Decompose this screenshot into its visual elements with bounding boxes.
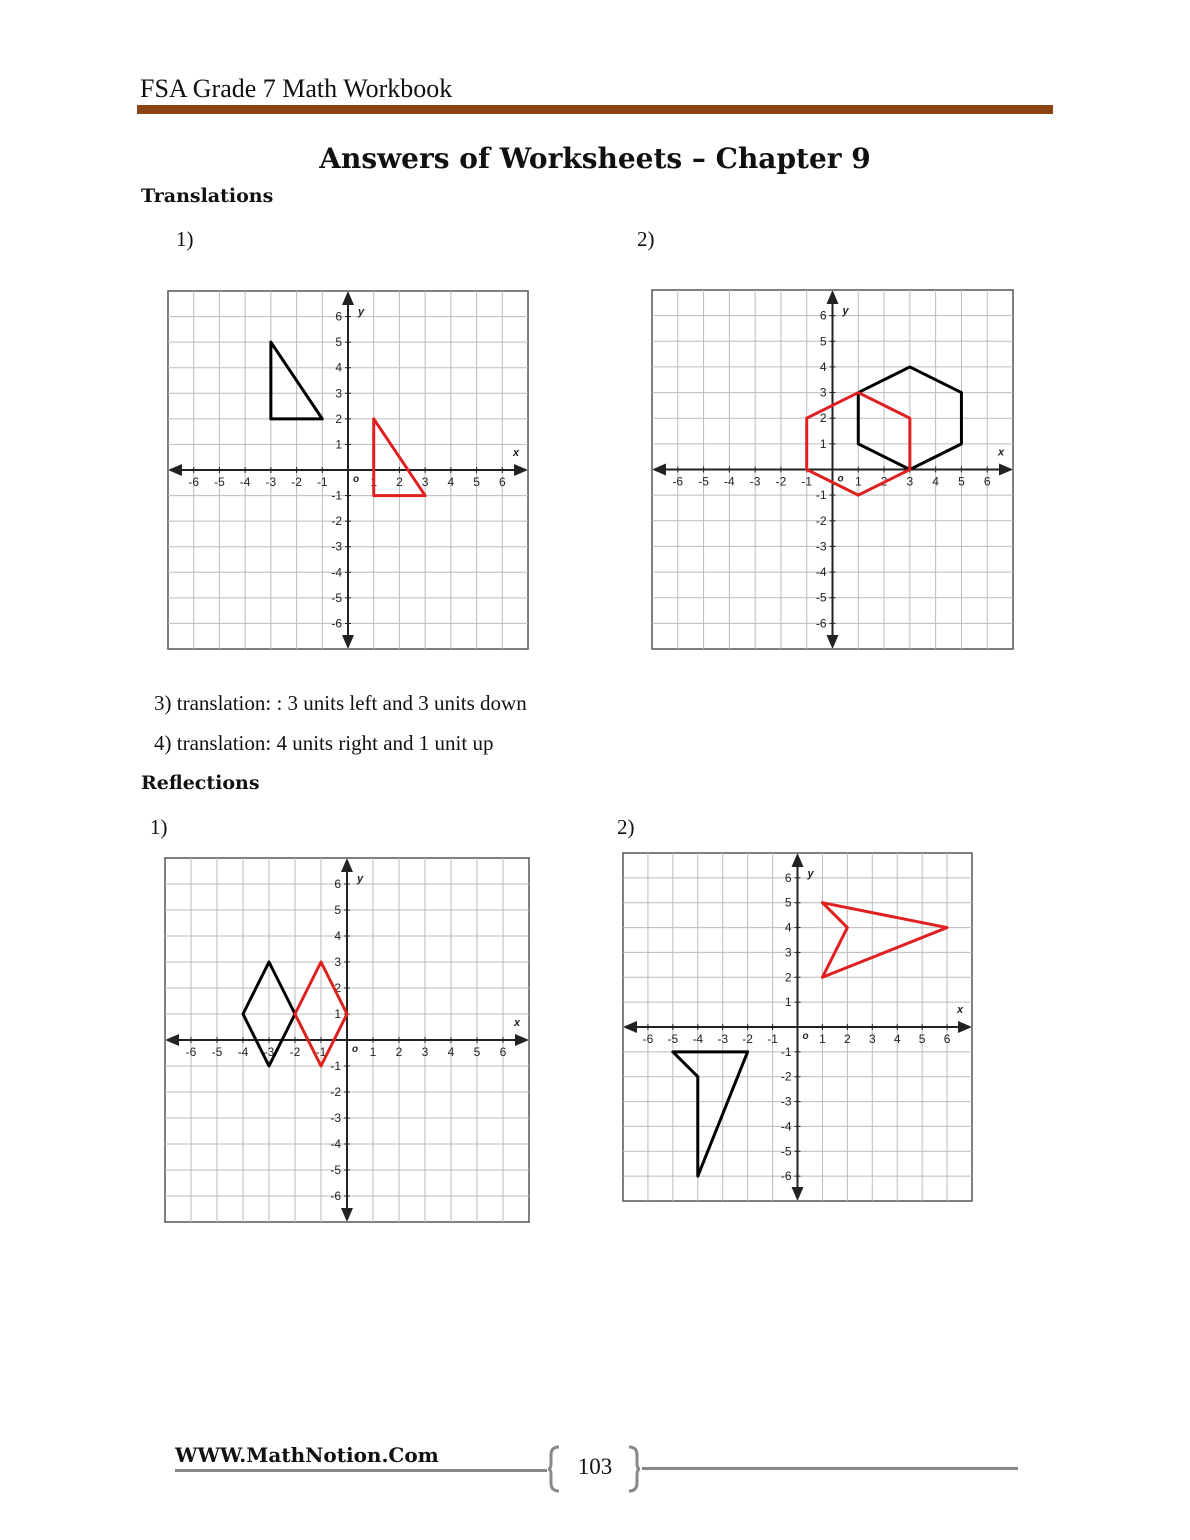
- y-tick-label: 5: [335, 335, 342, 350]
- y-tick-label: -6: [815, 616, 827, 631]
- x-tick-label: 5: [473, 1045, 481, 1059]
- y-axis-label: y: [807, 868, 814, 880]
- x-tick-label: -3: [265, 475, 277, 489]
- x-tick-label: -6: [642, 1032, 654, 1046]
- x-tick-label: 5: [958, 474, 965, 489]
- x-tick-label: 4: [893, 1032, 901, 1046]
- y-tick-label: -5: [780, 1144, 792, 1159]
- y-tick-label: 1: [784, 995, 792, 1010]
- x-tick-label: 4: [447, 1045, 455, 1059]
- y-tick-label: -2: [780, 1069, 792, 1084]
- reflection-1-graph: [165, 858, 529, 1222]
- y-tick-label: -3: [815, 539, 827, 554]
- reflection-q1-label: 1): [150, 815, 168, 839]
- page-number-left-brace: [547, 1445, 561, 1493]
- x-tick-label: 3: [906, 474, 914, 489]
- x-tick-label: -6: [185, 1045, 197, 1059]
- x-tick-label: -5: [698, 474, 709, 489]
- y-tick-label: -6: [330, 1189, 341, 1203]
- y-tick-label: -4: [331, 565, 342, 580]
- y-tick-label: 4: [819, 359, 827, 374]
- y-tick-label: -2: [815, 513, 827, 528]
- x-tick-label: -2: [775, 474, 787, 489]
- x-tick-label: 3: [421, 1045, 429, 1059]
- y-tick-label: -2: [330, 1085, 341, 1099]
- y-tick-label: 4: [334, 929, 341, 943]
- x-tick-label: 6: [943, 1032, 951, 1046]
- x-tick-label: -3: [717, 1032, 729, 1046]
- y-tick-label: 5: [334, 903, 341, 917]
- y-tick-label: -4: [330, 1137, 341, 1151]
- footer-underline: [175, 1469, 547, 1472]
- page-number-right-brace: [627, 1445, 641, 1493]
- y-tick-label: 1: [335, 437, 342, 452]
- y-tick-label: 6: [335, 309, 342, 324]
- x-tick-label: 6: [983, 474, 991, 489]
- y-tick-label: -4: [815, 565, 827, 580]
- translation-answer-3: 3) translation: : 3 units left and 3 units down: [154, 691, 527, 715]
- y-tick-label: -5: [331, 590, 342, 605]
- x-tick-label: -6: [672, 474, 684, 489]
- x-tick-label: 4: [447, 475, 455, 489]
- y-tick-label: -5: [330, 1163, 341, 1177]
- origin-label: o: [802, 1031, 809, 1042]
- reflection-2-graph: [623, 853, 972, 1201]
- x-tick-label: -2: [742, 1032, 753, 1046]
- x-tick-label: 4: [932, 474, 939, 489]
- y-tick-label: 3: [819, 385, 827, 400]
- translation-q1-label: 1): [176, 227, 194, 251]
- y-tick-label: -3: [330, 1111, 341, 1125]
- y-axis-label: y: [357, 873, 364, 885]
- x-tick-label: 2: [396, 475, 403, 489]
- x-tick-label: 5: [473, 475, 480, 489]
- x-tick-label: 6: [499, 1045, 507, 1059]
- x-tick-label: -6: [188, 475, 200, 489]
- y-tick-label: -1: [331, 488, 342, 503]
- x-tick-label: -2: [291, 475, 302, 489]
- x-tick-label: -5: [667, 1032, 679, 1046]
- y-tick-label: 2: [334, 981, 341, 995]
- y-tick-label: 2: [819, 411, 827, 426]
- y-tick-label: 3: [335, 386, 342, 401]
- y-tick-label: 6: [784, 870, 792, 885]
- translation-2-graph: [652, 290, 1013, 649]
- x-tick-label: 2: [880, 474, 888, 489]
- y-tick-label: 3: [784, 945, 792, 960]
- y-tick-label: -2: [331, 514, 342, 529]
- y-axis-label: y: [842, 305, 849, 317]
- translation-answer-4: 4) translation: 4 units right and 1 unit up: [154, 731, 494, 755]
- y-tick-label: -1: [815, 488, 827, 503]
- origin-label: o: [352, 1044, 359, 1055]
- y-tick-label: 4: [335, 360, 342, 375]
- book-title: FSA Grade 7 Math Workbook: [140, 74, 453, 103]
- y-tick-label: -6: [780, 1169, 792, 1184]
- x-tick-label: 2: [844, 1032, 851, 1046]
- y-tick-label: 3: [334, 955, 341, 969]
- y-tick-label: 1: [334, 1007, 341, 1021]
- x-tick-label: 1: [369, 1045, 377, 1059]
- x-tick-label: -4: [724, 474, 735, 489]
- x-tick-label: -4: [237, 1045, 249, 1059]
- footer-rule: [642, 1467, 1018, 1470]
- y-axis-label: y: [358, 306, 365, 318]
- translation-q2-label: 2): [637, 227, 655, 251]
- x-tick-label: 2: [395, 1045, 403, 1059]
- x-tick-label: -5: [211, 1045, 223, 1059]
- y-tick-label: 2: [784, 970, 792, 985]
- reflection-q2-label: 2): [617, 815, 635, 839]
- x-tick-label: -1: [316, 475, 328, 489]
- y-tick-label: -5: [815, 590, 827, 605]
- translations-title: Translations: [141, 185, 274, 207]
- y-tick-label: 1: [819, 436, 827, 451]
- x-tick-label: -3: [263, 1045, 275, 1059]
- x-tick-label: -4: [239, 475, 251, 489]
- y-tick-label: -3: [780, 1094, 792, 1109]
- reflections-title: Reflections: [141, 772, 260, 794]
- x-tick-label: 1: [819, 1032, 826, 1046]
- page-number: 103: [577, 1454, 613, 1479]
- x-tick-label: -3: [749, 474, 761, 489]
- x-tick-label: -1: [801, 474, 813, 489]
- x-tick-label: -2: [289, 1045, 301, 1059]
- x-tick-label: 1: [370, 475, 378, 489]
- x-axis-label: x: [513, 1017, 521, 1029]
- y-tick-label: 2: [335, 411, 342, 426]
- header-rule: [137, 105, 1053, 114]
- y-tick-label: -6: [331, 616, 342, 631]
- y-tick-label: 5: [819, 334, 827, 349]
- x-tick-label: -5: [214, 475, 225, 489]
- page-heading: Answers of Worksheets – Chapter 9: [319, 142, 871, 175]
- origin-label: o: [353, 474, 360, 485]
- y-tick-label: 5: [784, 895, 792, 910]
- y-tick-label: -1: [780, 1044, 792, 1059]
- y-tick-label: 6: [819, 308, 827, 323]
- translation-1-graph: [168, 291, 528, 649]
- y-tick-label: -1: [330, 1059, 341, 1073]
- y-tick-label: -3: [331, 539, 342, 554]
- x-tick-label: -1: [767, 1032, 778, 1046]
- x-tick-label: 3: [868, 1032, 876, 1046]
- x-axis-label: x: [997, 446, 1005, 459]
- x-tick-label: 1: [854, 474, 862, 489]
- y-tick-label: 6: [334, 877, 341, 891]
- x-tick-label: 5: [918, 1032, 926, 1046]
- x-axis-label: x: [512, 447, 520, 459]
- x-tick-label: 6: [498, 475, 506, 489]
- y-tick-label: -4: [780, 1119, 792, 1134]
- footer-website: WWW.MathNotion.Com: [175, 1443, 439, 1467]
- x-tick-label: 3: [421, 475, 429, 489]
- origin-label: o: [837, 473, 844, 485]
- x-tick-label: -1: [315, 1045, 327, 1059]
- x-axis-label: x: [956, 1004, 964, 1016]
- x-tick-label: -4: [692, 1032, 704, 1046]
- y-tick-label: 4: [784, 920, 792, 935]
